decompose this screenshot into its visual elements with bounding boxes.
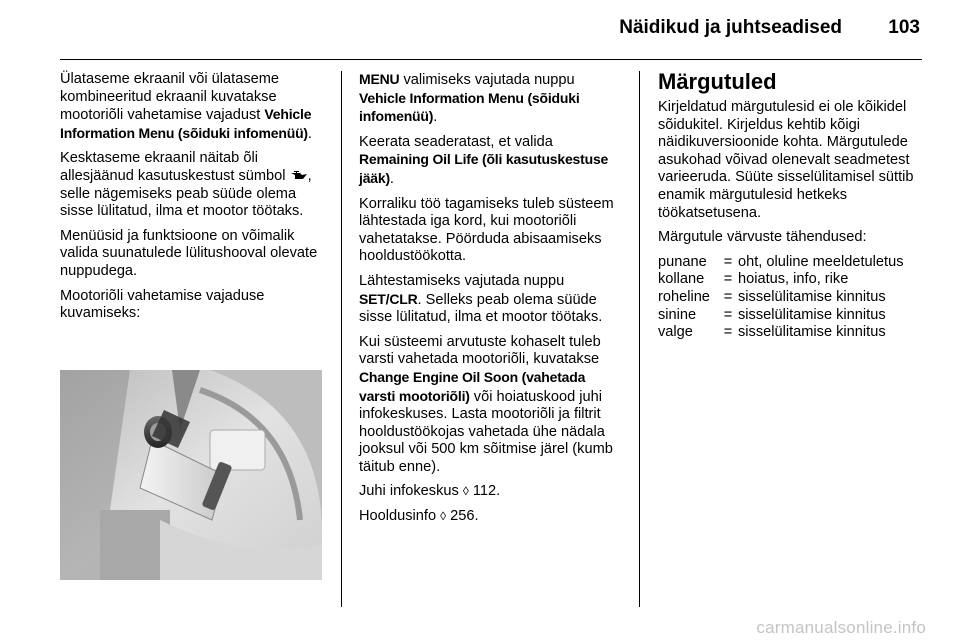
menu-name: Vehicle Information Menu (sõiduki infomenüü)	[60, 106, 312, 141]
header-rule	[60, 59, 922, 60]
paragraph: MENU valimiseks vajutada nuppu Vehicle Information Menu (sõiduki infomenüü).	[359, 71, 580, 126]
paragraph: Kesktaseme ekraanil näitab õli allesjäänud kasutuskestust sümbol , selle nägemiseks peab süüde olema sisse lülitatud, ilma et mootor töötaks.	[60, 150, 312, 220]
color-meaning-table	[658, 254, 904, 342]
paragraph: Märgutule värvuste tähendused:	[658, 229, 867, 246]
watermark: carmanualsonline.info	[756, 618, 926, 637]
cross-reference: Juhi infokeskus ◊ 112.	[359, 483, 501, 500]
header-title: Näidikud ja juhtseadised	[619, 17, 842, 38]
paragraph: Lähtestamiseks vajutada nuppu SET/CLR. Selleks peab olema süüde sisse lülitatud, ilma et mootor töötaks.	[359, 272, 603, 326]
column-middle	[359, 71, 625, 533]
table-row: valge = sisselülitamise kinnitus	[658, 324, 886, 341]
section-title: Märgutuled	[658, 69, 777, 94]
page-reference-icon: ◊	[440, 509, 447, 524]
column-divider-left	[341, 71, 342, 607]
paragraph: Korraliku töö tagamiseks tuleb süsteem lähtestada iga kord, kui mootoriõli vahetatakse. Pöörduda abisaamiseks hooldustöökotta.	[359, 195, 614, 265]
paragraph: Kirjeldatud märgutulesid ei ole kõikidel sõidukitel. Kirjeldus kehtib kõigi näidikuversioonide kohta. Märgutulede asukohad võivad olenevalt seadmetest varieeruda. Süüte sisselülitamisel süttib enamik märgutulesid hetkeks töökatsetusena.	[658, 99, 914, 221]
menu-button-name: MENU	[359, 71, 400, 87]
paragraph: Mootoriõli vahetamise vajaduse kuvamiseks:	[60, 287, 265, 322]
message-name: Change Engine Oil Soon (vahetada varsti mootoriõli)	[359, 368, 586, 404]
column-right	[658, 71, 920, 342]
table-row: punane = oht, oluline meeldetuletus	[658, 253, 904, 270]
cross-reference: Hooldusinfo ◊ 256.	[359, 508, 479, 525]
stalk-illustration	[60, 370, 322, 580]
paragraph: Menüüsid ja funktsioone on võimalik valida suunatulede lülitushooval olevate nuppudega.	[60, 227, 318, 279]
paragraph: Ülataseme ekraanil või ülataseme kombineeritud ekraanil kuvatakse mootoriõli vahetamise vajadust Vehicle Information Menu (sõiduki infomenüü).	[60, 71, 312, 142]
table-row: roheline = sisselülitamise kinnitus	[658, 288, 886, 305]
page-reference-icon: ◊	[462, 484, 469, 499]
page-number: 103	[888, 17, 920, 38]
paragraph: Kui süsteemi arvutuste kohaselt tuleb varsti vahetada mootoriõli, kuvatakse Change Engine Oil Soon (vahetada varsti mootoriõli) või hoiatuskood juhi infokeskuses. Lasta mootoriõli ja filtrit hooldustöökojas vahetada ühe nädala jooksul või 500 km sõitmise järel (kumb täitub enne).	[359, 333, 613, 475]
column-divider-right	[639, 71, 640, 607]
column-left	[60, 71, 326, 330]
menu-item-name: Remaining Oil Life (õli kasutuskestuse jääk)	[359, 151, 609, 186]
menu-name: Vehicle Information Menu (sõiduki infomenüü)	[359, 89, 580, 125]
paragraph: Keerata seaderatast, et valida Remaining Oil Life (õli kasutuskestuse jääk).	[359, 133, 609, 187]
oil-can-icon	[290, 169, 308, 181]
table-row: kollane = hoiatus, info, rike	[658, 271, 849, 288]
button-name: SET/CLR	[359, 290, 418, 307]
table-row: sinine = sisselülitamise kinnitus	[658, 306, 886, 323]
page-header	[0, 0, 960, 58]
